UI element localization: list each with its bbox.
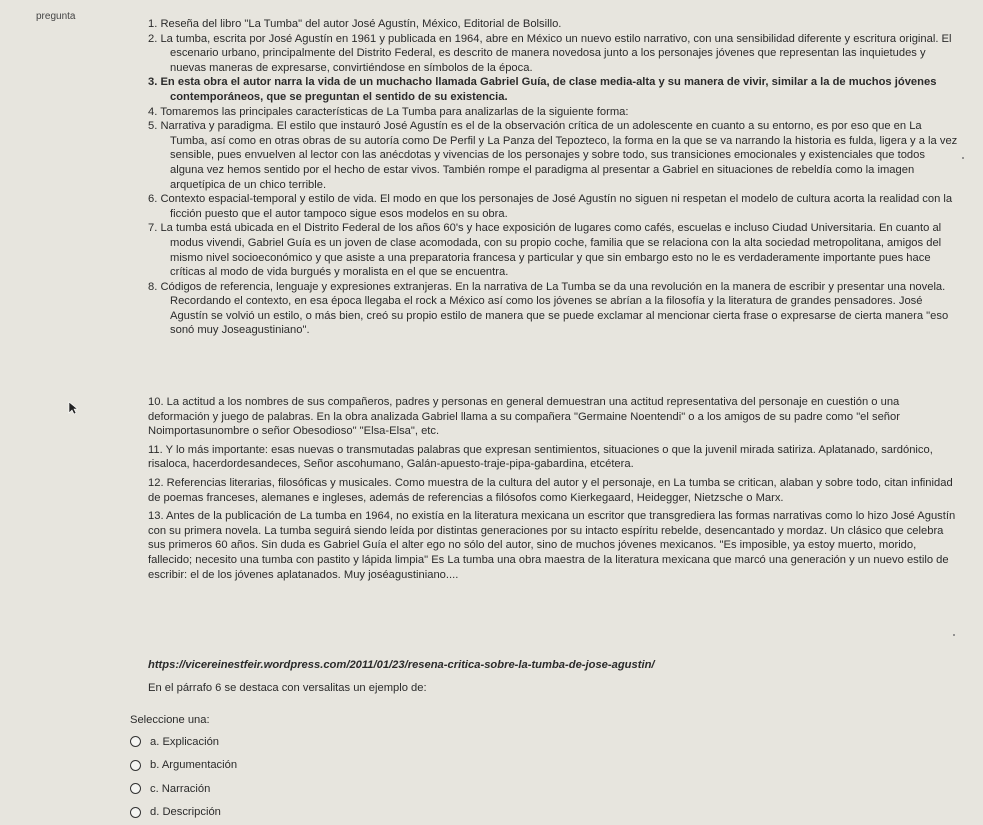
option-c[interactable]: [130, 777, 237, 801]
option-b[interactable]: [130, 754, 237, 778]
radio-option-a[interactable]: [130, 736, 141, 747]
option-a[interactable]: [130, 730, 237, 754]
review-paragraph-10: 10. La actitud a los nombres de sus compañeros, padres y personas en general demuestran una actitud representativa del personaje en cuestión o una deformación y juego de palabras. En la obra analizada Gabriel llama a su compañera "Germaine Noentendi" o a los amigos de su padre como "el señor Noimportasunombre o señor Obesodioso" "Elsa-Elsa", etc.: [148, 396, 900, 438]
review-item-8: 8. Códigos de referencia, lenguaje y expresiones extranjeras. En la narrativa de La Tumba se da una revolución en la manera de escribir y presentar una novela. Recordando el contexto, en esa época llegaba el rock a México así como los jóvenes se abrían a la filosofía y la literatura de grandes pensadores. José Agustín se volvió un estilo, o más bien, creó su propio estilo de manera que se puede exclamar al mencionar cierta frase o expresarse de cierta manera "eso sonó muy Joseagustiniano".: [148, 280, 949, 337]
review-paragraphs: [148, 395, 958, 586]
option-d[interactable]: [130, 801, 237, 825]
review-paragraph-11: 11. Y lo más importante: esas nuevas o transmutadas palabras que expresan sentimientos, situaciones o que la juvenil mirada satiriza. Aplatanado, sardónico, risaloca, hacerdordesandeces, Señor ascohumano, Galán-apuesto-traje-pipa-gabardina, etcétera.: [148, 443, 933, 471]
review-item-3: 3. En esta obra el autor narra la vida de un muchacho llamada Gabriel Guía, de clase media-alta y su manera de vivir, similar a la de muchos jóvenes contemporáneos, que se preguntan el sentido de su existencia.: [148, 76, 937, 103]
question-text: En el párrafo 6 se destaca con versalitas un ejemplo de:: [148, 682, 427, 694]
radio-option-b[interactable]: [130, 760, 141, 771]
review-item-4: 4. Tomaremos las principales características de La Tumba para analizarlas de la siguiente forma:: [148, 105, 629, 118]
sidebar-question-label: pregunta: [36, 11, 76, 22]
review-item-5: 5. Narrativa y paradigma. El estilo que instauró José Agustín es el de la observación crítica de un adolescente en cuanto a su entorno, es por eso que en La Tumba, así como en otras obras de su autoría como De Perfil y La Panza del Tepozteco, la forma en la que se va narrando la historia es fulda, ligera y a la vez sensible, pues envuelven al lector con las anécdotas y vivencias de los personajes y sobre todo, sus transiciones emocionales y existenciales que todos alguna vez hemos sentido por el hecho de estar vivos. También rompe el paradigma al presentar a Gabriel en situaciones de rebeldía como la imagen arquetípica de un chico terrible.: [148, 120, 958, 191]
review-item-6: 6. Contexto espacial-temporal y estilo de vida. El modo en que los personajes de José Agustín no siguen ni respetan el modelo de cultura acorta la realidad con la ficción puesto que el autor tampoco sigue esos modelos en su obra.: [148, 193, 953, 220]
review-item-7: 7. La tumba está ubicada en el Distrito Federal de los años 60's y hace exposición de lugares como cafés, escuelas e incluso Ciudad Universitaria. En cuanto al modus vivendi, Gabriel Guía es un joven de clase acomodada, con su propio coche, familia que se relaciona con la alta sociedad metropolitana, amigos del mismo nivel socioeconómico y que asiste a una preparatoria francesa y particular y que sin embargo esto no le es verdaderamente importante pues hace críticas al modo de vida burgués y moralista en el que se encuentra.: [148, 222, 942, 279]
stray-dot-icon: [953, 634, 955, 636]
numbered-review-list: [148, 17, 958, 338]
review-item-2: 2. La tumba, escrita por José Agustín en 1961 y publicada en 1964, abre en México un nuevo estilo narrativo, con una sensibilidad diferente y escritura original. El escenario urbano, principalmente del Distrito Federal, es descrito de manera novedosa junto a los personajes jóvenes que representan las inquietudes y nuevas maneras de expresarse, convirtiéndose en símbolos de la época.: [148, 32, 952, 74]
option-c-label[interactable]: c. Narración: [150, 782, 211, 795]
radio-option-c[interactable]: [130, 783, 141, 794]
option-a-label[interactable]: a. Explicación: [150, 735, 220, 748]
answer-options: [130, 730, 237, 824]
review-paragraph-13: 13. Antes de la publicación de La tumba en 1964, no existía en la literatura mexicana un escritor que transgrediera las formas narrativas como lo hizo José Agustín con su primera novela. La tumba seguirá siendo leída por distintas generaciones por su intacto espíritu rebelde, desencantado y mordaz. Un clásico que celebra sus primeros 60 años. Sin duda es Gabriel Guía el alter ego no sólo del autor, sino de muchos jóvenes mexicanos. "Es imposible, ya estoy muerto, morido, fallecido; necesito una tumba con pastito y lápida limpia" Es La tumba una obra maestra de la literatura mexicana que marcó una generación y un nuevo estilo de escribir: el de los jóvenes aplatanados. Muy joséagustiniano....: [148, 510, 956, 581]
select-one-label: Seleccione una:: [130, 714, 210, 726]
source-url: https://vicereinestfeir.wordpress.com/2011/01/23/resena-critica-sobre-la-tumba-de-jose-agustin/: [148, 659, 655, 671]
option-d-label[interactable]: d. Descripción: [150, 806, 221, 819]
mouse-cursor-icon: [68, 401, 78, 415]
review-item-1: 1. Reseña del libro "La Tumba" del autor José Agustín, México, Editorial de Bolsillo.: [148, 18, 562, 30]
stray-dot-icon: [962, 157, 964, 159]
review-paragraph-12: 12. Referencias literarias, filosóficas y musicales. Como muestra de la cultura del autor y el personaje, en La tumba se critican, alaban y sobre todo, citan infinidad de poemas franceses, alemanes e ingleses, además de referencias a filósofos como Kierkegaard, Heidegger, Nietzsche o Marx.: [148, 476, 953, 504]
radio-option-d[interactable]: [130, 807, 141, 818]
option-b-label[interactable]: b. Argumentación: [150, 759, 238, 772]
